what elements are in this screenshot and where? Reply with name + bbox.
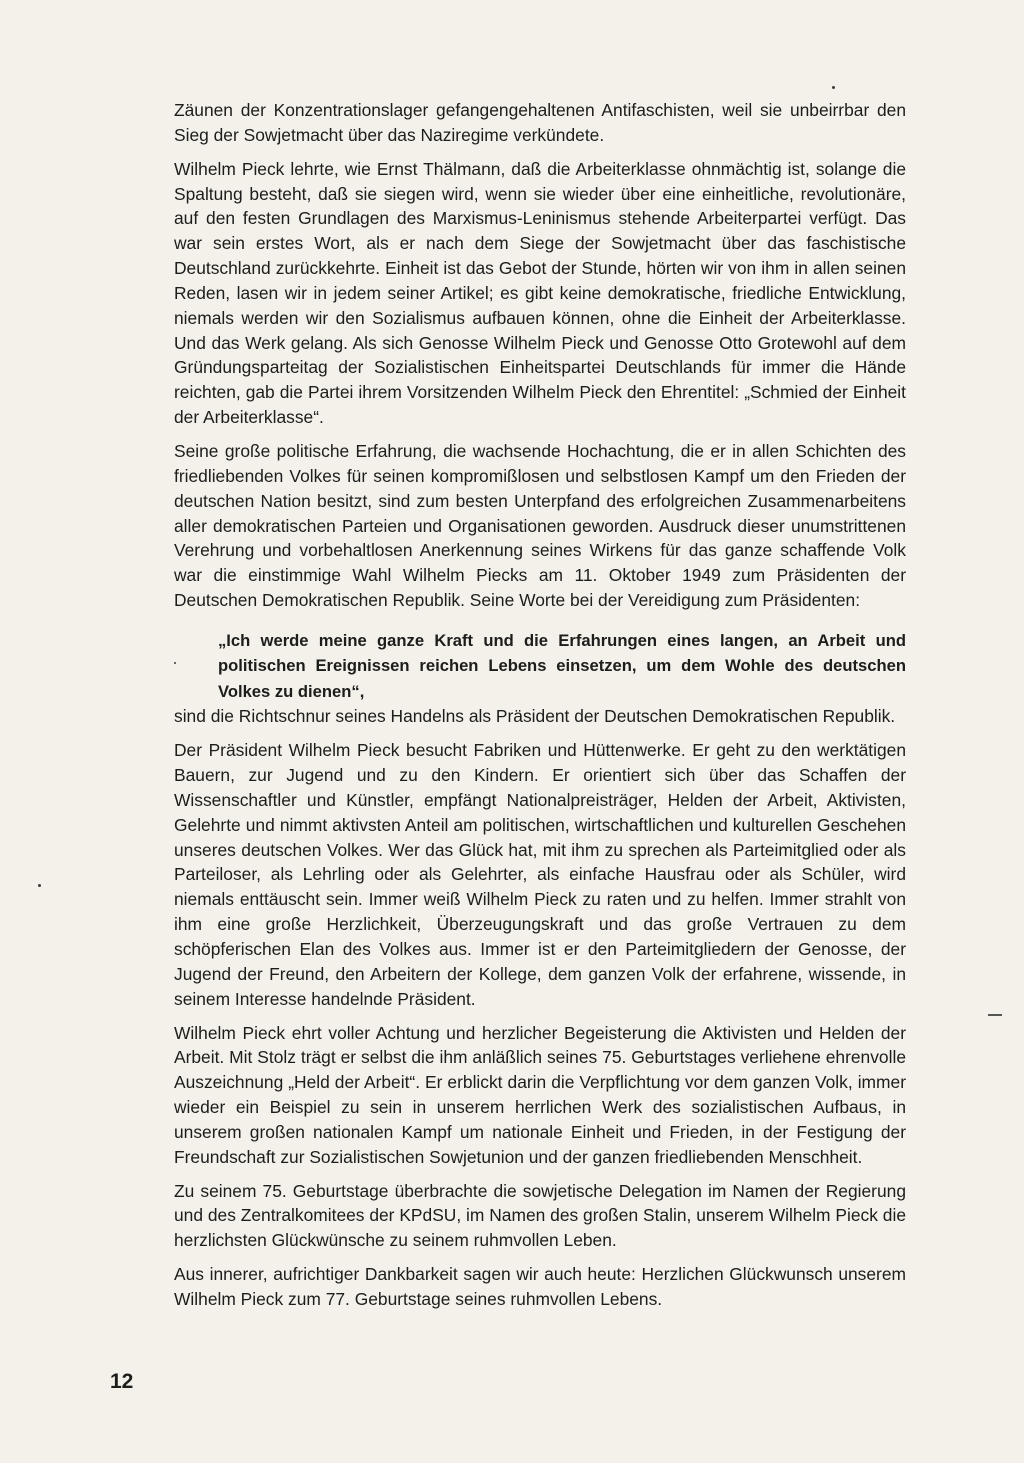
print-mark [988, 1014, 1002, 1016]
body-text [174, 98, 906, 1321]
paragraph-1: Zäunen der Konzentrationslager gefangengehaltenen Antifaschisten, weil sie unbeirrbar den Sieg der Sowjetmacht über das Naziregime verkündete. [174, 100, 906, 145]
print-speck [832, 86, 835, 89]
paragraph-2: Wilhelm Pieck lehrte, wie Ernst Thälmann, daß die Arbeiterklasse ohnmächtig ist, solange die Spaltung besteht, daß sie siegen wird, wenn sie wieder über eine einheitliche, revolutionäre, auf den festen Grundlagen des Marxismus-Leninismus stehende Arbeiterpartei verfügt. Das war sein erstes Wort, als er nach dem Siege der Sowjetmacht über das faschistische Deutschland zurückkehrte. Einheit ist das Gebot der Stunde, hörten wir von ihm in allen seinen Reden, lasen wir in jedem seiner Artikel; es gibt keine demokratische, friedliche Entwicklung, niemals werden wir den Sozialismus aufbauen können, ohne die Einheit der Arbeiterklasse. Und das Werk gelang. Als sich Genosse Wilhelm Pieck und Genosse Otto Grotewohl auf dem Gründungsparteitag der Sozialistischen Einheitspartei Deutschlands für immer die Hände reichten, gab die Partei ihrem Vorsitzenden Wilhelm Pieck den Ehrentitel: „Schmied der Einheit der Arbeiterklasse“. [174, 158, 906, 428]
print-speck [38, 884, 41, 887]
paragraph-7: Aus innerer, aufrichtiger Dankbarkeit sagen wir auch heute: Herzlichen Glückwunsch unserem Wilhelm Pieck zum 77. Geburtstage seines ruhmvollen Lebens. [174, 1264, 906, 1309]
paragraph-4: Der Präsident Wilhelm Pieck besucht Fabriken und Hüttenwerke. Er geht zu den werktätigen Bauern, zur Jugend und zu den Kindern. Er orientiert sich über das Schaffen der Wissenschaftler und Künstler, empfängt Nationalpreisträger, Helden der Arbeit, Aktivisten, Gelehrte und nimmt aktivsten Anteil am politischen, wirtschaftlichen und kulturellen Geschehen unseres deutschen Volkes. Wer das Glück hat, mit ihm zu sprechen als Parteimitglied oder als Parteiloser, als Lehrling oder als Gelehrter, als einfache Hausfrau oder als Schüler, wird niemals enttäuscht sein. Immer weiß Wilhelm Pieck zu raten und zu helfen. Immer strahlt von ihm eine große Herzlichkeit, Überzeugungskraft und das große Vertrauen zu dem schöpferischen Elan des Volkes aus. Immer ist er den Parteimitgliedern der Genosse, der Jugend der Freund, den Arbeitern der Kollege, dem ganzen Volk der erfahrene, wissende, in seinem Interesse handelnde Präsident. [174, 740, 906, 1009]
page-number: 12 [110, 1370, 134, 1393]
paragraph-5: Wilhelm Pieck ehrt voller Achtung und herzlicher Begeisterung die Aktivisten und Helden der Arbeit. Mit Stolz trägt er selbst die ihm anläßlich seines 75. Geburtstages verliehene ehrenvolle Auszeichnung „Held der Arbeit“. Er erblickt darin die Verpflichtung vor dem ganzen Volk, immer wieder ein Beispiel zu sein in unserem herrlichen Werk des sozialistischen Aufbaus, in unserem großen nationalen Kampf um nationale Einheit und Frieden, in der Festigung der Freundschaft zur Sozialistischen Sowjetunion und der ganzen friedliebenden Menschheit. [174, 1022, 906, 1167]
paragraph-6: Zu seinem 75. Geburtstage überbrachte die sowjetische Delegation im Namen der Regierung und des Zentralkomitees der KPdSU, im Namen des großen Stalin, unserem Wilhelm Pieck die herzlichsten Glückwünsche zu seinem ruhmvollen Leben. [174, 1180, 906, 1251]
paragraph-3: Seine große politische Erfahrung, die wachsende Hochachtung, die er in allen Schichten des friedliebenden Volkes für seinen kompromißlosen und selbstlosen Kampf um den Frieden der deutschen Nation besitzt, sind zum besten Unterpfand des erfolgreichen Zusammenarbeitens aller demokratischen Parteien und Organisationen geworden. Ausdruck dieser unumstrittenen Verehrung und vorbehaltlosen Anerkennung seines Wirkens für das ganze schaffende Volk war die einstimmige Wahl Wilhelm Piecks am 11. Oktober 1949 zum Präsidenten der Deutschen Demokratischen Republik. Seine Worte bei der Vereidigung zum Präsidenten: [174, 440, 906, 611]
presidential-oath-quote: „Ich werde meine ganze Kraft und die Erfahrungen eines langen, an Arbeit und politischen Ereignissen reichen Lebens einsetzen, um dem Wohle des deutschen Volkes zu dienen“, [218, 630, 906, 701]
quote-continuation: sind die Richtschnur seines Handelns als Präsident der Deutschen Demokratischen Republik. [174, 706, 896, 727]
